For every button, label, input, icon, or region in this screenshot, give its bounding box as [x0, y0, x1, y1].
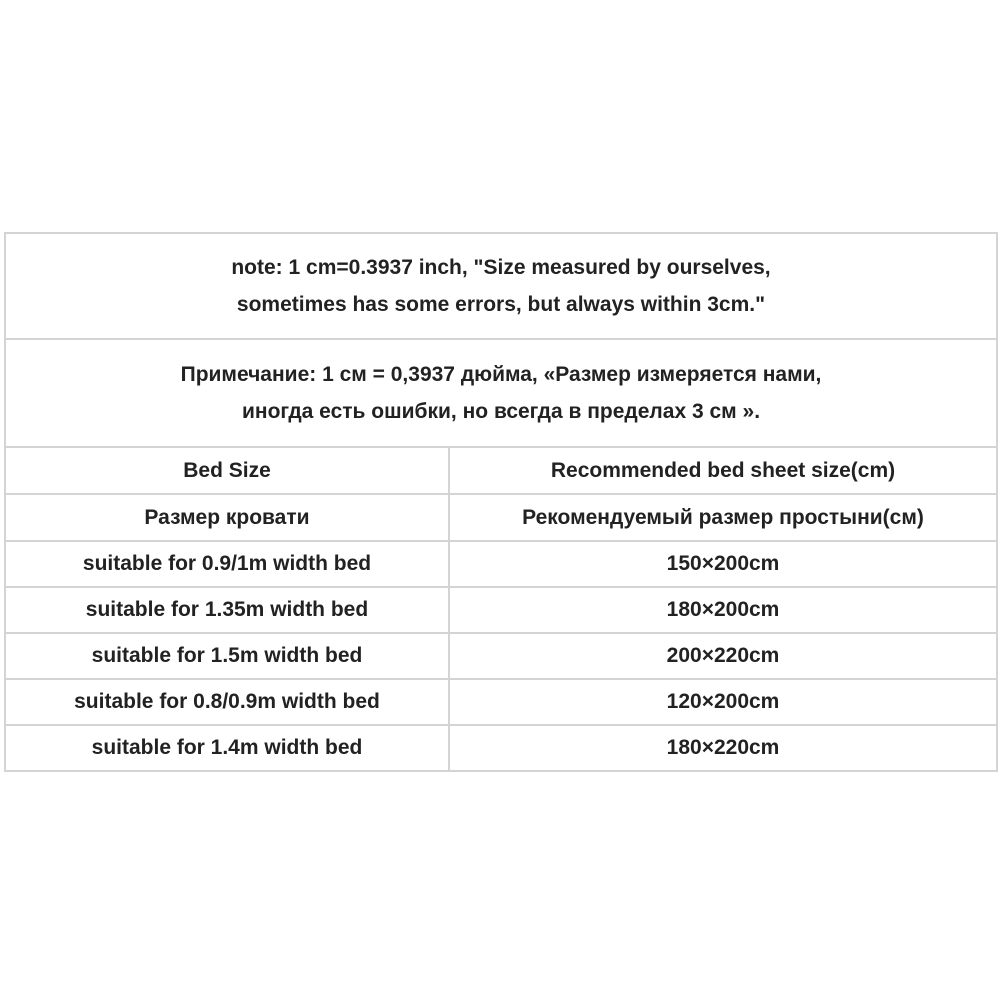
sheet-size-cell: 180×200cm: [449, 587, 997, 633]
bed-size-cell: suitable for 1.4m width bed: [5, 725, 449, 771]
table-row: [5, 541, 997, 587]
table-row: [5, 725, 997, 771]
note-russian-line-2: иногда есть ошибки, но всегда в пределах 3 см ».: [241, 400, 761, 423]
note-russian: [5, 339, 997, 447]
size-chart-table: [4, 232, 998, 772]
table-row: [5, 587, 997, 633]
table-row: [5, 633, 997, 679]
table-row: [5, 679, 997, 725]
sheet-size-cell: 200×220cm: [449, 633, 997, 679]
sheet-size-cell: 180×220cm: [449, 725, 997, 771]
sheet-size-cell: 150×200cm: [449, 541, 997, 587]
note-russian-line-1: Примечание: 1 см = 0,3937 дюйма, «Размер измеряется нами,: [180, 363, 822, 386]
note-english: [5, 233, 997, 339]
sheet-size-cell: 120×200cm: [449, 679, 997, 725]
note-row-english: [5, 233, 997, 339]
header-row-russian: [5, 494, 997, 541]
note-english-line-2: sometimes has some errors, but always within 3cm.": [236, 293, 766, 316]
note-row-russian: [5, 339, 997, 447]
header-row-english: [5, 447, 997, 494]
bed-size-cell: suitable for 0.8/0.9m width bed: [5, 679, 449, 725]
header-bed-size: Bed Size: [5, 447, 449, 494]
header-bed-size-russian: Размер кровати: [5, 494, 449, 541]
bed-size-cell: suitable for 0.9/1m width bed: [5, 541, 449, 587]
bed-size-cell: suitable for 1.35m width bed: [5, 587, 449, 633]
header-sheet-size: Recommended bed sheet size(cm): [449, 447, 997, 494]
header-sheet-size-russian: Рекомендуемый размер простыни(см): [449, 494, 997, 541]
bed-size-cell: suitable for 1.5m width bed: [5, 633, 449, 679]
note-english-line-1: note: 1 cm=0.3937 inch, "Size measured by ourselves,: [231, 256, 771, 279]
